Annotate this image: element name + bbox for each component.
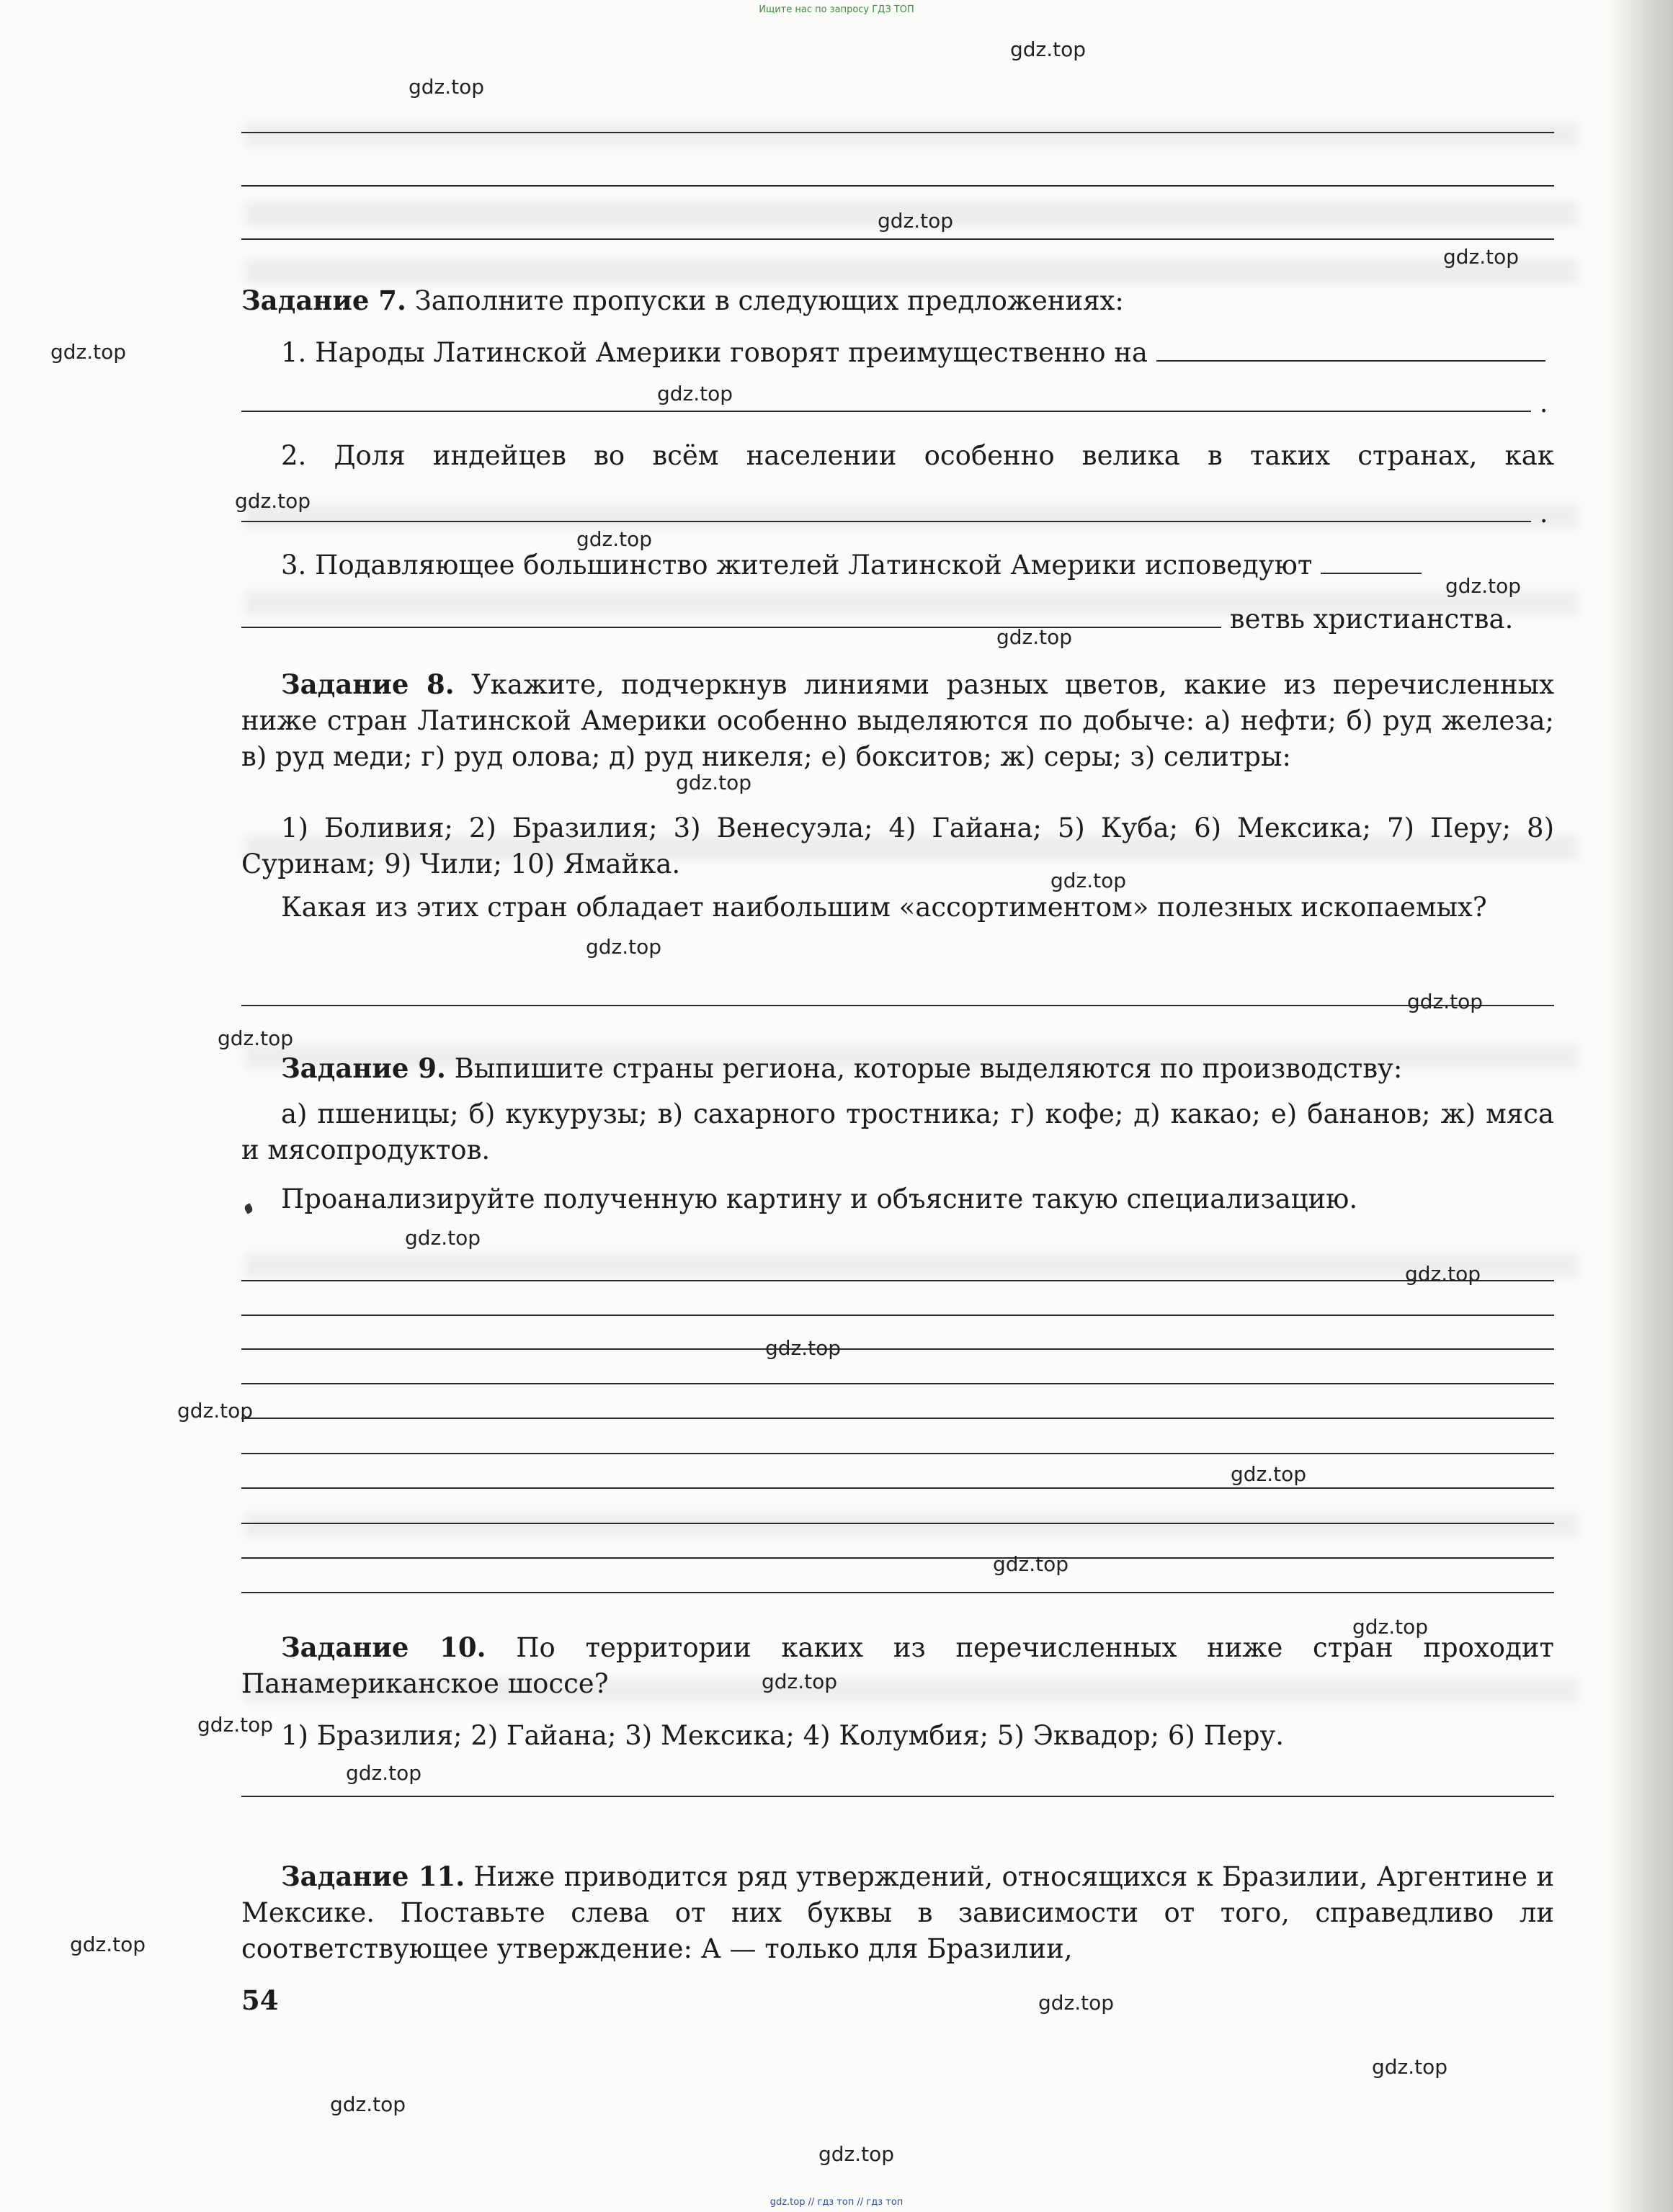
page-edge-shadow: [1608, 0, 1673, 2212]
task-7-item-1-text: 1. Народы Латинской Америки говорят преимущественно на: [281, 337, 1148, 368]
watermark: gdz.top: [576, 527, 653, 551]
watermark: gdz.top: [1050, 869, 1127, 892]
task-7-item-3-text: 3. Подавляющее большинство жителей Латинской Америки исповедуют: [281, 550, 1313, 581]
task-8-label: Задание 8.: [281, 668, 455, 700]
fill-blank[interactable]: [1156, 353, 1545, 362]
watermark: gdz.top: [1010, 37, 1087, 61]
task-8-question: Какая из этих стран обладает наибольшим «ассортиментом» полезных ископаемых?: [281, 892, 1487, 923]
task-11-label: Задание 11.: [281, 1861, 465, 1892]
task-10-countries: 1) Бразилия; 2) Гайана; 3) Мексика; 4) Колумбия; 5) Эквадор; 6) Перу.: [281, 1720, 1284, 1751]
watermark: gdz.top: [235, 489, 311, 513]
answer-line: [241, 1005, 1554, 1006]
task-9-label: Задание 9.: [281, 1052, 446, 1084]
answer-line: [241, 238, 1554, 240]
watermark: gdz.top: [762, 1670, 838, 1693]
task-7-text: Заполните пропуски в следующих предложениях:: [414, 285, 1124, 316]
task-7-item-1-end: .: [1539, 388, 1548, 418]
task-9-heading: [241, 1050, 1554, 1087]
page-number: 54: [241, 1984, 279, 2016]
task-10-heading: [241, 1629, 1554, 1702]
bleed-through: [245, 259, 1578, 284]
task-9-products: а) пшеницы; б) кукурузы; в) сахарного тростника; г) кофе; д) какао; е) бананов; ж) мяса и мясопродуктов.: [241, 1098, 1554, 1165]
watermark: gdz.top: [197, 1713, 274, 1737]
watermark: gdz.top: [177, 1399, 254, 1423]
answer-line: [241, 1418, 1554, 1419]
watermark: gdz.top: [1443, 245, 1520, 269]
task-8-countries: 1) Боливия; 2) Бразилия; 3) Венесуэла; 4) Гайана; 5) Куба; 6) Мексика; 7) Перу; 8) Суринам; 9) Чили; 10) Ямайка.: [241, 812, 1554, 879]
watermark: gdz.top: [1405, 1262, 1481, 1286]
bottom-note: gdz.top // гдз топ // гдз топ: [769, 2197, 904, 2208]
task-8-text: Укажите, подчеркнув линиями разных цветов, какие из перечисленных ниже стран Латинской Америки особенно выделяются по добыче: а) нефти; б) руд железа; в) руд меди; г) руд олова; д) руд никеля; е) бокситов; ж) серы; з) селитры:: [241, 669, 1554, 772]
answer-line: [241, 1453, 1554, 1454]
task-10-label: Задание 10.: [281, 1631, 486, 1663]
watermark: gdz.top: [676, 771, 752, 794]
task-10-text: По территории каких из перечисленных ниже стран проходит Панамериканское шоссе?: [241, 1632, 1554, 1699]
watermark: gdz.top: [878, 209, 954, 233]
watermark: gdz.top: [586, 935, 662, 959]
watermark: gdz.top: [657, 382, 733, 406]
bleed-through: [245, 1513, 1578, 1537]
task-7-heading: [241, 282, 1554, 319]
answer-line: [241, 1280, 1554, 1281]
fill-blank[interactable]: [241, 403, 1531, 412]
watermark: gdz.top: [50, 340, 127, 364]
task-7-label: Задание 7.: [241, 285, 406, 316]
task-7-item-3-line2: [241, 601, 1554, 637]
answer-line: [241, 1557, 1554, 1559]
watermark: gdz.top: [996, 625, 1073, 649]
task-9-analyze: Проанализируйте полученную картину и объясните такую специализацию.: [281, 1183, 1358, 1214]
task-7-item-2: 2. Доля индейцев во всём населении особенно велика в таких странах, как: [281, 440, 1554, 471]
task-7-item-3: [241, 547, 1554, 583]
top-note: Ищите нас по запросу ГДЗ ТОП: [759, 4, 914, 15]
task-7-item-1-line2: [241, 385, 1554, 421]
task-7-item-2-line2: [241, 496, 1554, 532]
watermark: gdz.top: [1231, 1462, 1307, 1486]
watermark: gdz.top: [765, 1336, 842, 1360]
answer-line: [241, 1487, 1554, 1489]
watermark: gdz.top: [1407, 990, 1484, 1013]
answer-line: [241, 132, 1554, 133]
fill-blank[interactable]: [1321, 565, 1422, 574]
watermark: gdz.top: [70, 1933, 146, 1956]
fill-blank[interactable]: [241, 619, 1221, 628]
watermark: gdz.top: [330, 2092, 406, 2116]
task-11-paragraph: [241, 1858, 1554, 1967]
fill-blank[interactable]: [241, 514, 1531, 522]
watermark: gdz.top: [1372, 2055, 1448, 2079]
watermark: gdz.top: [346, 1761, 422, 1785]
watermark: gdz.top: [1038, 1991, 1115, 2015]
watermark: gdz.top: [1445, 574, 1522, 598]
watermark: gdz.top: [818, 2142, 895, 2166]
bleed-through: [245, 1253, 1578, 1278]
watermark: gdz.top: [405, 1226, 481, 1250]
task-11-text: Ниже приводится ряд утверждений, относящихся к Бразилии, Аргентине и Мексике. Поставьте слева от них буквы в зависимости от того, справедливо ли соответствующее утверждение: А — только для Бразилии,: [241, 1861, 1554, 1964]
watermark: gdz.top: [993, 1552, 1069, 1576]
task-7-item-1: [241, 335, 1554, 371]
answer-line: [241, 1796, 1554, 1797]
answer-line: [241, 1523, 1554, 1524]
task-9-text: Выпишите страны региона, которые выделяются по производству:: [454, 1053, 1403, 1084]
watermark: gdz.top: [218, 1026, 294, 1050]
answer-line: [241, 1592, 1554, 1593]
task-7-item-2-end: .: [1539, 498, 1548, 529]
answer-line: [241, 1315, 1554, 1316]
answer-line: [241, 1383, 1554, 1384]
task-7-item-3-end: ветвь христианства.: [1229, 604, 1514, 635]
watermark: gdz.top: [409, 75, 485, 99]
bleed-through: [245, 122, 1578, 147]
answer-line: [241, 185, 1554, 187]
watermark: gdz.top: [1352, 1615, 1429, 1639]
answer-line: [241, 1348, 1554, 1350]
task-8-paragraph: [241, 666, 1554, 775]
